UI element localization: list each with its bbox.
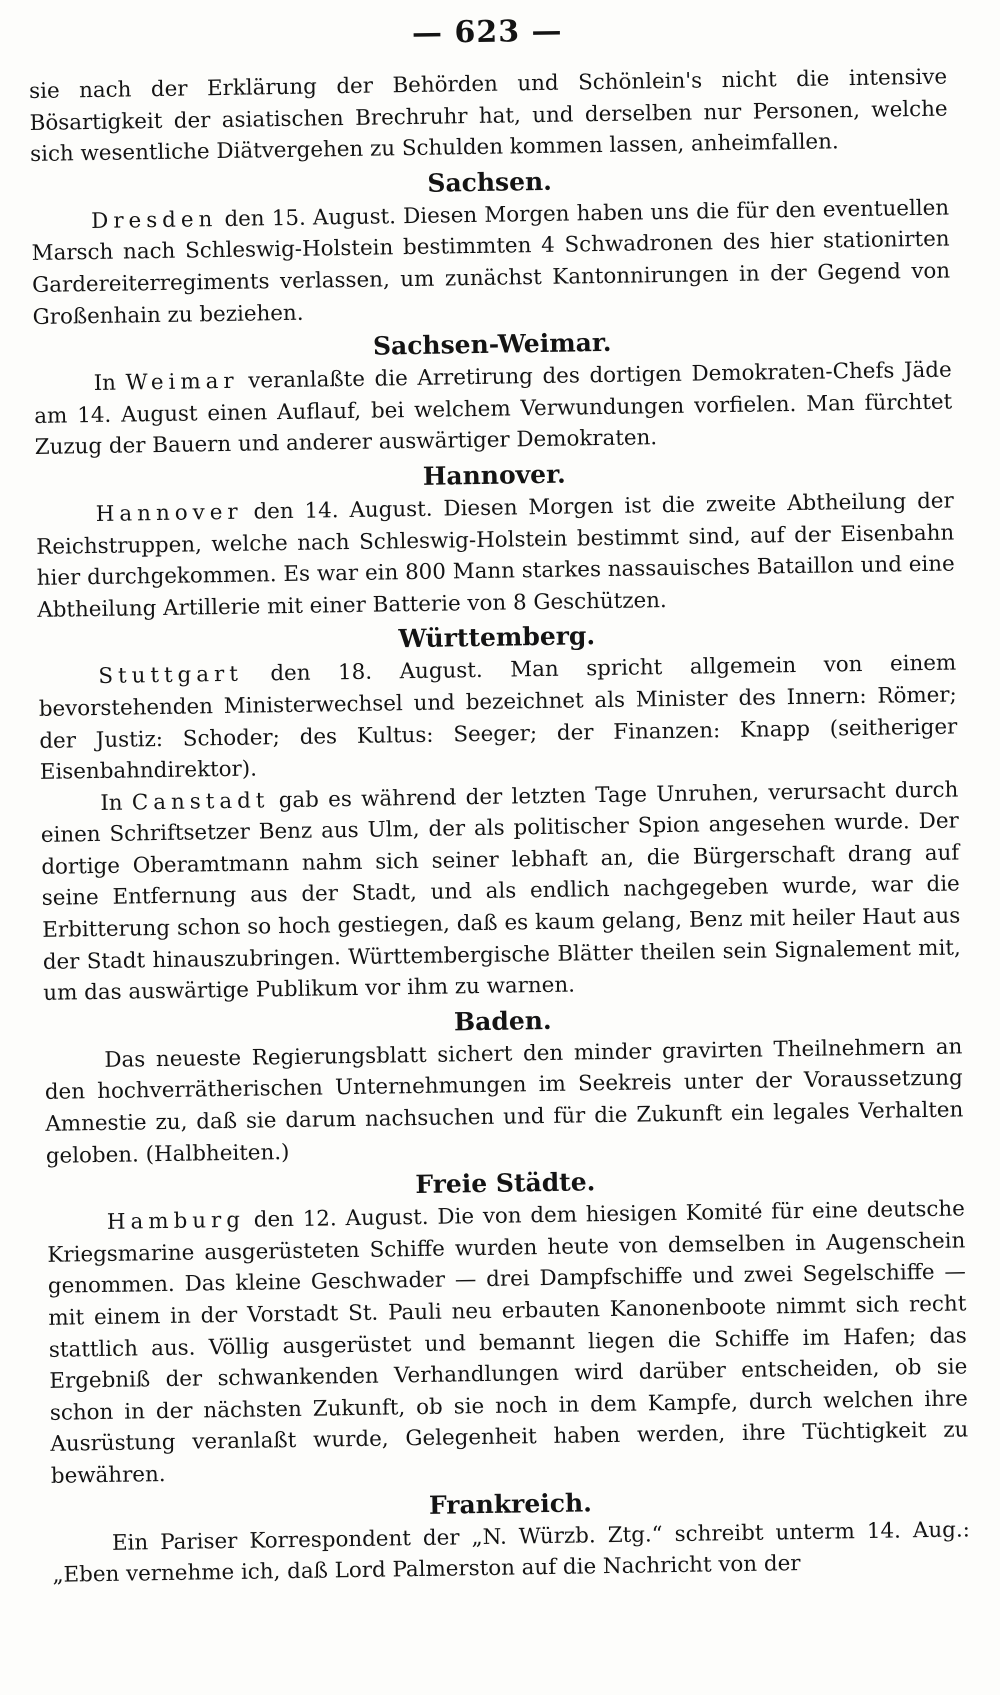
heading-sachsen: Sachsen. [427,166,553,198]
paragraph-text: Diesen Morgen ist die zweite Abtheilung der Reichstruppen, welche nach Schleswig-Holstein bestimmt sind, auf der Eisenbahn hier durchgekommen. Es war ein 800 Mann starkes nassauisches Bataillon und eine Abtheilung Artillerie mit einer Batterie von 8 Geschützen. [36,488,955,623]
dateline-place: Stuttgart [98,662,244,690]
paragraph-text: Diesen Morgen haben uns die für den eventuellen Marsch nach Schleswig-Holstein bestimmten 4 Schwadronen des hier stationirten Gardereiterregiments verlassen, um zunächst Kantonnirungen in der Gegend von Großenhain zu beziehen. [31,195,951,330]
dateline-place: Hannover [95,499,243,527]
paragraph-hamburg [47,1194,969,1493]
paragraph-text: gab es während der letzten Tage Unruhen, verursacht durch einen Schriftsetzer Benz aus Ulm, der als politischer Spion angesehen wurde. Der dortige Oberamtmann nahm sich seiner lebhaft an, die Bürgerschaft drang auf seine Entfernung aus der Stadt, und als endlich nachgegeben wurde, war die Erbitterung schon so hoch gestiegen, daß es kaum gelang, Benz mit heiler Haut aus der Stadt hinauszubringen. Württembergische Blätter theilen sein Signalement mit, um das auswärtige Publikum vor ihm zu warnen. [40,777,961,1007]
dateline-date: den 12. August. [244,1204,438,1233]
section-wuerttemberg [38,614,962,1010]
intro-paragraph: sie nach der Erklärung der Behörden und Schönlein's nicht die intensive Bösartigkeit der asiatischen Brechruhr hat, und derselben nur Personen, welche sich wesentliche Diätvergehen zu Schulden kommen lassen, anheimfallen. [28,64,948,168]
dateline-place: Dresden [91,206,218,234]
paragraph-hannover [36,485,956,626]
paragraph-baden: Das neueste Regierungsblatt sichert den minder gravirten Theilnehmern an den hochverrätherischen Unternehmungen im Seekreis unter der Voraussetzung Amnestie zu, daß sie darum nachsuchen und für die Zukunft ein legales Verhalten geloben. (Halbheiten.) [44,1034,964,1169]
paragraph-stuttgart [38,648,958,789]
section-hannover [35,451,955,626]
paragraph-lead: In [100,790,133,816]
paragraph-frankreich: Ein Pariser Korrespondent der „N. Würzb. Ztg.“ schreibt unterm 14. Aug.: „Eben vernehme ich, daß Lord Palmerston auf die Nachricht von der [52,1516,971,1588]
heading-sachsen-weimar: Sachsen-Weimar. [372,328,612,361]
dateline-place: Canstadt [131,787,270,816]
page-number: — 623 — [411,13,563,51]
section-sachsen-weimar [33,321,953,464]
section-baden [44,997,964,1172]
heading-baden: Baden. [453,1005,552,1037]
paragraph-canstadt [40,774,961,1010]
paragraph-text: Man spricht allgemein von einem bevorstehenden Ministerwechsel und bezeichnet als Minister des Innern: Römer; der Justiz: Schoder; des Kultus: Seeger; der Finanzen: Knapp (seitheriger Eisenbahndirektor). [38,650,958,785]
section-sachsen [30,158,950,333]
paragraph-text: veranlaßte die Arretirung des dortigen Demokraten-Chefs Jäde am 14. August einen Auflauf, bei welchem Verwundungen vorfielen. Man fürchtet Zuzug der Bauern und anderer auswärtiger Demokraten. [34,357,953,461]
section-freie-staedte [46,1160,969,1493]
paragraph-dresden [31,192,951,333]
dateline-place: Weimar [125,368,239,396]
heading-wuerttemberg: Württemberg. [398,621,596,654]
dateline-date: den 14. August. [242,496,444,525]
heading-frankreich: Frankreich. [428,1487,593,1520]
text-column [28,4,971,1592]
paragraph-weimar [34,355,953,464]
dateline-date: den 15. August. [217,203,404,232]
paragraph-text: Die von dem hiesigen Komité für eine deutsche Kriegsmarine ausgerüsteten Schiffe wurden heute von demselben in Augenschein genommen. Das kleine Geschwader — drei Dampfschiffe und zwei Segelschiffe — mit einem in der Vorstadt St. Pauli neu erbauten Kanonenboote nimmt sich recht stattlich aus. Völlig ausgerüstet und bemannt liegen die Schiffe im Hafen; das Ergebniß der schwankenden Verhandlungen wird darüber entscheiden, ob sie schon in der nächsten Zukunft, ob sie noch in dem Kampfe, durch welchen ihre Ausrüstung veranlaßt wurde, Gelegenheit haben werden, ihre Tüchtigkeit zu bewähren. [47,1196,969,1489]
heading-freie-staedte: Freie Städte. [415,1167,596,1200]
section-frankreich [51,1480,970,1592]
paragraph-lead: In [93,370,126,397]
dateline-place: Hamburg [106,1207,246,1236]
dateline-date: den 18. August. [242,657,511,688]
heading-hannover: Hannover. [422,459,566,491]
